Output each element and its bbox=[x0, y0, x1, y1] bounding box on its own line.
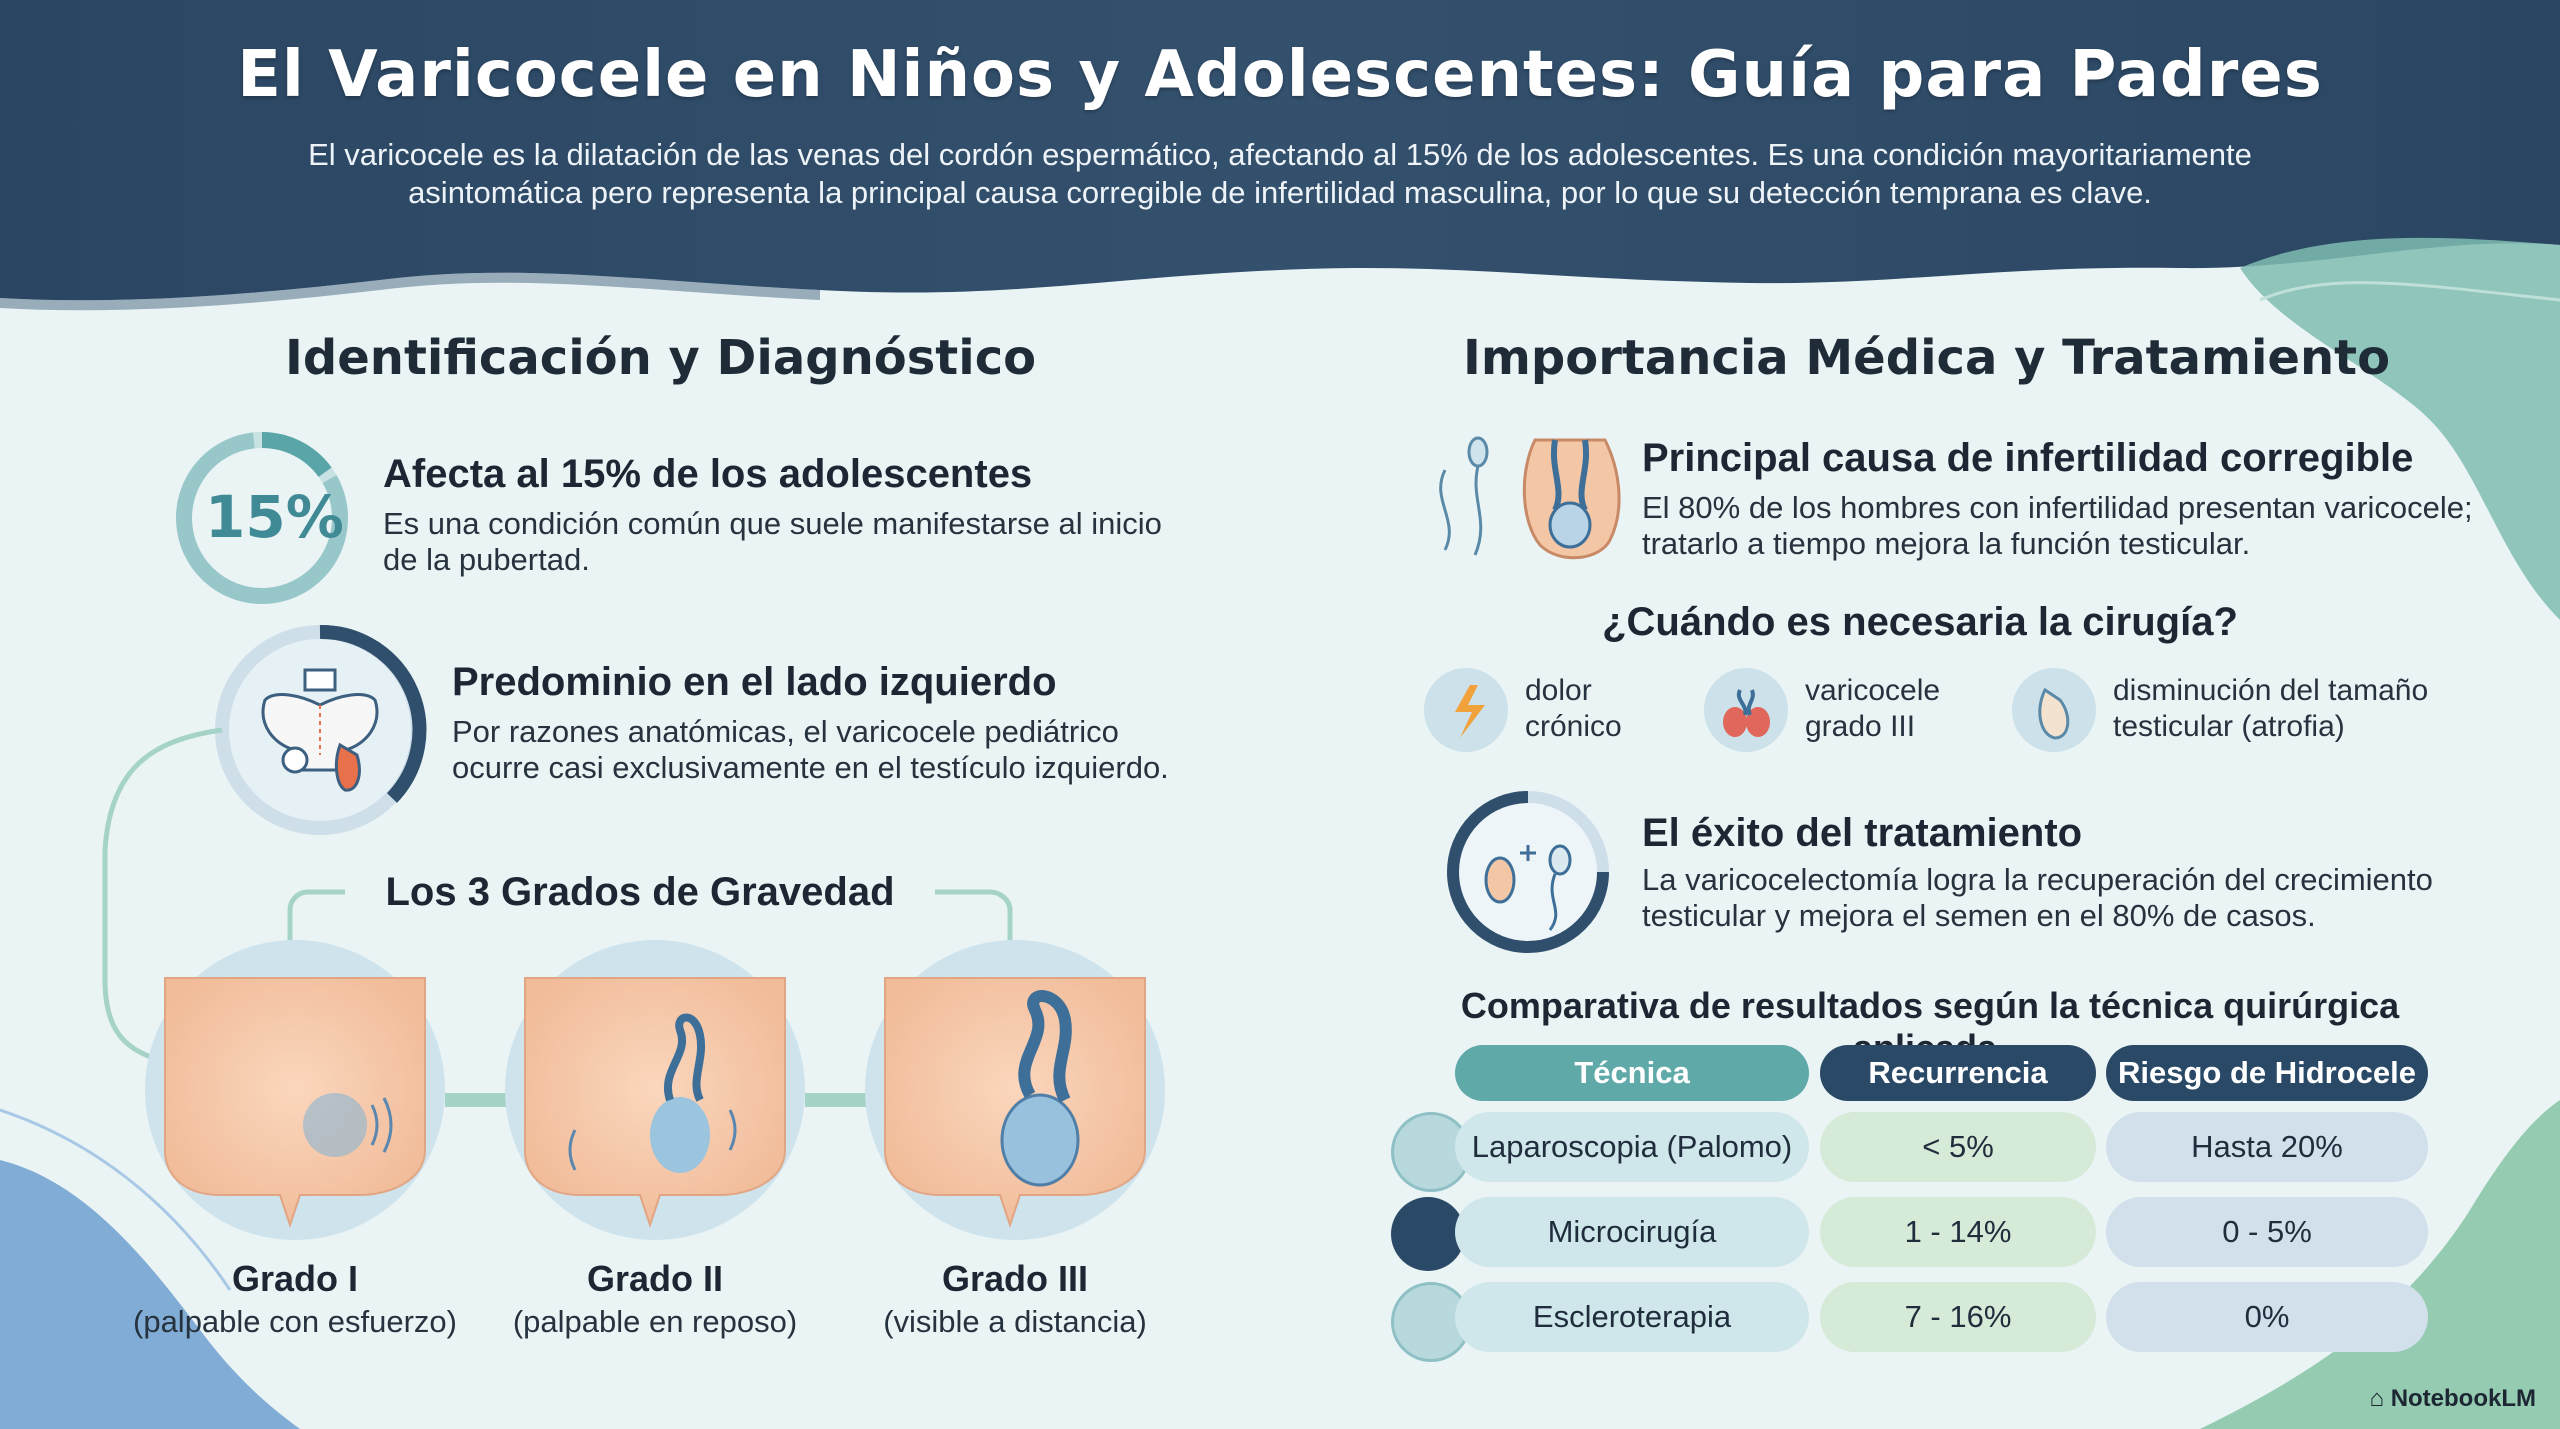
table-row-2-technique: Microcirugía bbox=[1455, 1197, 1809, 1267]
side-text-line-1: Por razones anatómicas, el varicocele pediátrico bbox=[452, 714, 1119, 749]
side-title: Predominio en el lado izquierdo bbox=[452, 660, 1057, 704]
criterion-grade3 bbox=[1805, 673, 1940, 745]
table-header-recurrence: Recurrencia bbox=[1820, 1045, 2096, 1101]
infertility-title: Principal causa de infertilidad corregible bbox=[1642, 436, 2414, 480]
side-text bbox=[452, 714, 1169, 786]
success-text bbox=[1642, 862, 2433, 934]
table-row-2-recurrence: 1 - 14% bbox=[1820, 1197, 2096, 1267]
table-row-1-recurrence: < 5% bbox=[1820, 1112, 2096, 1182]
grade-2-label bbox=[475, 1258, 835, 1340]
prevalence-text-line-2: de la pubertad. bbox=[383, 542, 590, 577]
table-row-3-hydrocele: 0% bbox=[2106, 1282, 2428, 1352]
grades-title: Los 3 Grados de Gravedad bbox=[350, 870, 930, 915]
subtitle-line-2: asintomática pero representa la principal causa corregible de infertilidad masculina, por lo que su detección temprana es clave. bbox=[408, 175, 2152, 210]
criterion-atrophy-line-2: testicular (atrofia) bbox=[2113, 710, 2345, 743]
table-row-3-technique: Escleroterapia bbox=[1455, 1282, 1809, 1352]
prevalence-text bbox=[383, 506, 1162, 578]
grade-3-desc: (visible a distancia) bbox=[883, 1304, 1147, 1339]
criterion-atrophy bbox=[2113, 673, 2428, 745]
prevalence-ring-value: 15% bbox=[205, 483, 344, 551]
criterion-atrophy-line-1: disminución del tamaño bbox=[2113, 674, 2429, 707]
infertility-text-line-1: El 80% de los hombres con infertilidad presentan varicocele; bbox=[1642, 490, 2473, 525]
criterion-grade3-line-2: grado III bbox=[1805, 710, 1916, 743]
left-section-title: Identificación y Diagnóstico bbox=[285, 330, 1037, 386]
comparison-title: Comparativa de resultados según la técnica quirúrgica bbox=[1460, 985, 2400, 1026]
microsurgery-icon bbox=[1391, 1197, 1465, 1271]
success-title: El éxito del tratamiento bbox=[1642, 811, 2083, 855]
criterion-pain-line-1: dolor bbox=[1525, 674, 1592, 707]
grade-2-desc: (palpable en reposo) bbox=[512, 1304, 798, 1339]
grade-3-label bbox=[835, 1258, 1195, 1340]
page-subtitle bbox=[230, 136, 2330, 212]
grade-1-label bbox=[115, 1258, 475, 1340]
right-section-title: Importancia Médica y Tratamiento bbox=[1463, 330, 2391, 386]
prevalence-text-line-1: Es una condición común que suele manifestarse al inicio bbox=[383, 506, 1162, 541]
table-header-hydrocele: Riesgo de Hidrocele bbox=[2106, 1045, 2428, 1101]
side-text-line-2: ocurre casi exclusivamente en el testículo izquierdo. bbox=[452, 750, 1169, 785]
table-row-3-recurrence: 7 - 16% bbox=[1820, 1282, 2096, 1352]
infertility-text-line-2: tratarlo a tiempo mejora la función testicular. bbox=[1642, 526, 2251, 561]
infertility-text bbox=[1642, 490, 2473, 562]
surgery-question: ¿Cuándo es necesaria la cirugía? bbox=[1602, 600, 2238, 644]
criterion-pain bbox=[1525, 673, 1622, 745]
grade-2-name: Grado II bbox=[586, 1258, 724, 1299]
subtitle-line-1: El varicocele es la dilatación de las venas del cordón espermático, afectando al 15% de los adolescentes. Es una condición mayoritariamente bbox=[308, 137, 2252, 172]
brand-logo bbox=[2370, 1385, 2536, 1413]
success-text-line-1: La varicocelectomía logra la recuperación del crecimiento bbox=[1642, 862, 2433, 897]
grade-1-name: Grado I bbox=[231, 1258, 359, 1299]
success-text-line-2: testicular y mejora el semen en el 80% de casos. bbox=[1642, 898, 2316, 933]
pelvis-icon bbox=[245, 660, 395, 800]
table-row-2-hydrocele: 0 - 5% bbox=[2106, 1197, 2428, 1267]
brand-name: NotebookLM bbox=[2390, 1385, 2536, 1412]
table-header-technique: Técnica bbox=[1455, 1045, 1809, 1101]
page-title: El Varicocele en Niños y Adolescentes: Guía para Padres bbox=[237, 38, 2323, 112]
table-row-1-hydrocele: Hasta 20% bbox=[2106, 1112, 2428, 1182]
criterion-pain-line-2: crónico bbox=[1525, 710, 1622, 743]
table-row-1-technique: Laparoscopia (Palomo) bbox=[1455, 1112, 1809, 1182]
prevalence-title: Afecta al 15% de los adolescentes bbox=[383, 452, 1033, 496]
criterion-grade3-line-1: varicocele bbox=[1805, 674, 1941, 707]
grade-1-desc: (palpable con esfuerzo) bbox=[133, 1304, 457, 1339]
grade-3-name: Grado III bbox=[941, 1258, 1089, 1299]
brand-icon: ⌂ bbox=[2369, 1385, 2391, 1412]
